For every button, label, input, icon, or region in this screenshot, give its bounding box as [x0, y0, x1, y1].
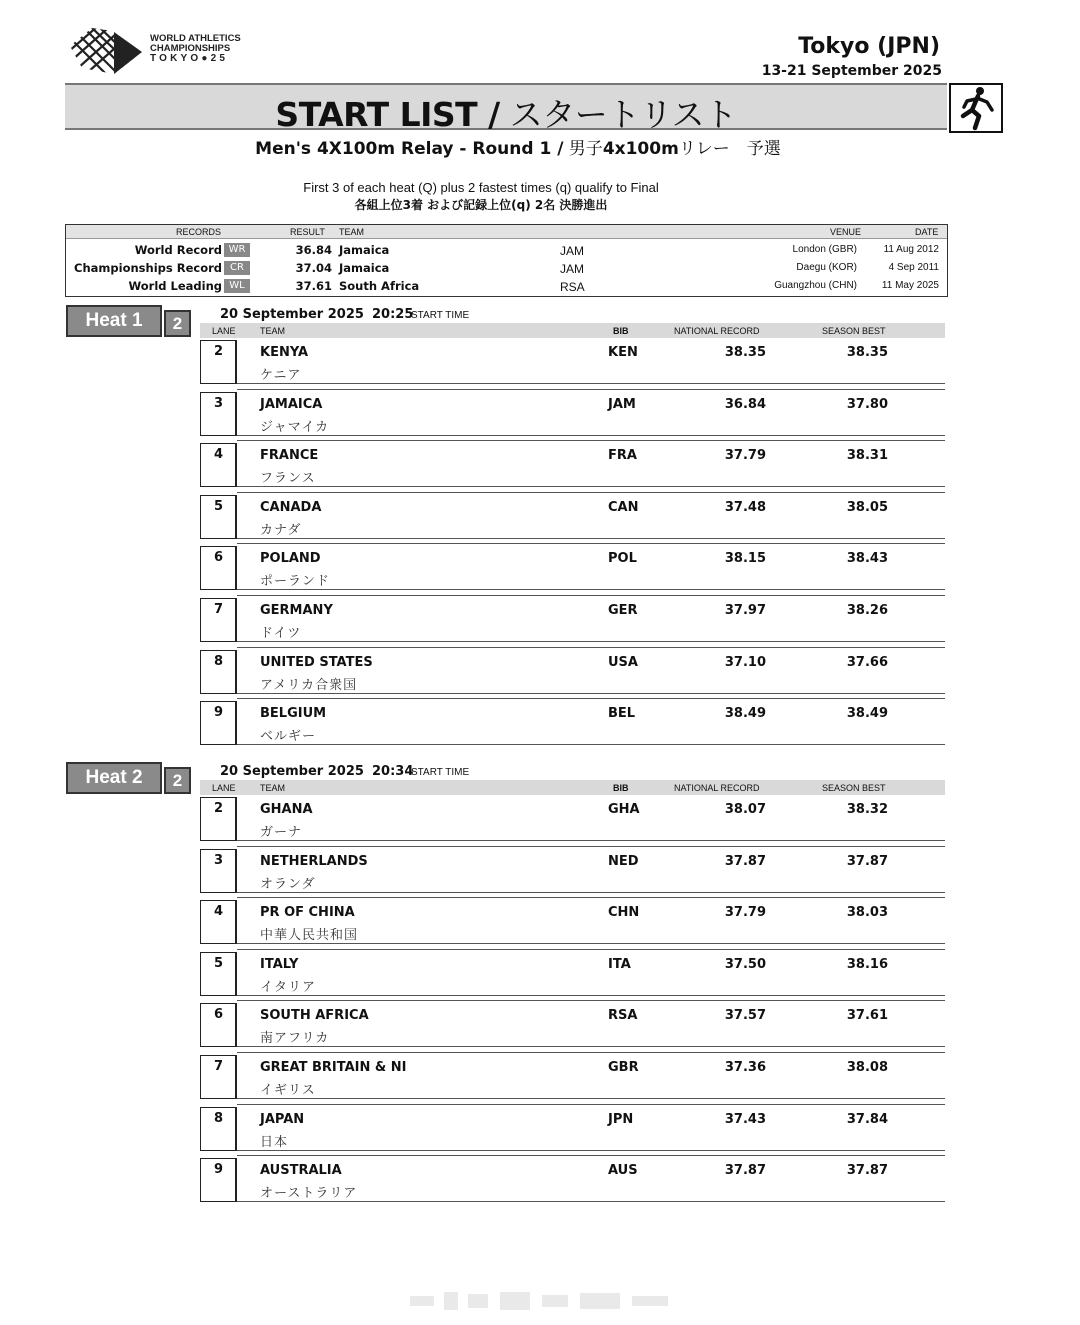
record-venue: Daegu (KOR) — [796, 262, 857, 273]
row-divider-bottom — [237, 995, 945, 996]
record-team-code: JAM — [560, 262, 584, 276]
record-team: South Africa — [339, 279, 420, 293]
event-name-jp-b: 4x100m — [602, 139, 679, 159]
team-bib: ITA — [608, 956, 631, 972]
event-name-en: Men's 4X100m Relay - Round 1 / — [255, 139, 564, 159]
table-row — [200, 598, 945, 642]
title-en: START LIST / — [275, 95, 500, 134]
row-divider-bottom — [237, 744, 945, 745]
lane-number: 8 — [213, 1110, 224, 1126]
title-jp: スタートリスト — [499, 95, 737, 134]
row-divider-bottom — [237, 538, 945, 539]
national-record: 37.97 — [724, 603, 766, 618]
row-divider-top — [237, 897, 945, 898]
season-best: 37.84 — [846, 1111, 888, 1127]
row-divider-bottom — [237, 840, 945, 841]
row-divider-top — [237, 949, 945, 950]
lane-number: 8 — [213, 653, 224, 669]
title-band — [65, 83, 947, 134]
national-record: 37.79 — [724, 448, 766, 464]
lane-number: 3 — [213, 395, 224, 411]
record-venue: Guangzhou (CHN) — [774, 280, 857, 291]
heat-date: 20 September 2025 — [220, 307, 364, 322]
row-divider-bottom — [237, 1201, 945, 1202]
record-row — [66, 259, 947, 277]
championships-logo — [68, 26, 268, 76]
row-divider-top — [237, 389, 945, 390]
row-divider-bottom — [237, 1046, 945, 1047]
event-name — [0, 134, 1036, 159]
team-bib: POL — [608, 551, 637, 567]
runner-figure-icon — [951, 85, 1001, 131]
logo-text — [150, 34, 241, 64]
team-name: JAPAN — [260, 1111, 305, 1127]
lane-number: 5 — [213, 498, 224, 514]
page-title — [65, 89, 947, 136]
table-row — [200, 546, 945, 590]
records-col-team: TEAM — [339, 227, 365, 237]
table-row — [200, 650, 945, 694]
heat-label: Heat 1 — [66, 305, 162, 337]
heat-date: 20 September 2025 — [220, 764, 364, 779]
national-record: 37.87 — [724, 1163, 766, 1179]
row-divider-bottom — [237, 589, 945, 590]
team-bib: GER — [608, 603, 638, 618]
record-badge: WR — [224, 243, 250, 257]
logo-line-2: CHAMPIONSHIPS — [150, 43, 231, 54]
heat-section — [0, 305, 1080, 765]
row-divider-bottom — [237, 943, 945, 944]
record-result: 37.61 — [295, 279, 332, 293]
national-record: 37.50 — [724, 956, 766, 972]
season-best: 38.05 — [846, 499, 888, 515]
team-bib: AUS — [608, 1163, 638, 1179]
watermark-icon — [410, 1290, 670, 1312]
table-row — [200, 495, 945, 539]
col-national-record: NATIONAL RECORD — [674, 326, 760, 336]
lane-number: 2 — [213, 801, 224, 816]
record-row — [66, 277, 947, 295]
table-row — [200, 392, 945, 436]
team-name-jp: ベルギー — [260, 729, 317, 745]
lane-number: 3 — [213, 852, 224, 868]
record-date: 11 Aug 2012 — [883, 244, 939, 255]
record-venue: London (GBR) — [792, 244, 857, 255]
team-name-jp: イギリス — [260, 1083, 316, 1098]
heat-qualifier-count: 2 — [164, 767, 191, 794]
heat-start-time-label: START TIME — [411, 310, 470, 321]
team-name: KENYA — [260, 345, 309, 360]
team-name: NETHERLANDS — [260, 853, 368, 869]
team-name: PR OF CHINA — [260, 905, 355, 921]
team-bib: BEL — [608, 706, 636, 722]
team-bib: CHN — [608, 905, 640, 921]
season-best: 37.66 — [846, 654, 888, 670]
team-name-jp: ドイツ — [260, 626, 302, 641]
col-team: TEAM — [260, 326, 286, 336]
records-col-result: RESULT — [290, 227, 325, 237]
national-record: 37.10 — [724, 654, 766, 670]
national-record: 36.84 — [724, 396, 766, 412]
team-name: POLAND — [260, 551, 321, 567]
record-team-code: JAM — [560, 244, 584, 258]
team-name: BELGIUM — [260, 706, 327, 722]
national-record: 38.49 — [724, 706, 766, 722]
heat-label: Heat 2 — [66, 762, 162, 794]
event-name-jp-a: 男子 — [563, 139, 603, 159]
table-row — [200, 797, 945, 841]
team-name: GHANA — [260, 802, 313, 817]
table-row — [200, 340, 945, 384]
team-name: GERMANY — [260, 603, 333, 618]
team-name: GREAT BRITAIN & NI — [260, 1060, 407, 1075]
qualification-rule-en: First 3 of each heat (Q) plus 2 fastest times (q) qualify to Final — [303, 180, 659, 195]
record-row — [66, 241, 947, 259]
record-team: Jamaica — [339, 243, 390, 257]
team-name-jp: ケニア — [260, 368, 302, 383]
team-bib: USA — [608, 654, 638, 670]
national-record: 37.43 — [724, 1111, 766, 1127]
team-bib: GBR — [608, 1060, 639, 1075]
row-divider-bottom — [237, 1098, 945, 1099]
col-bib: BIB — [613, 783, 629, 793]
record-name: World Record — [134, 243, 222, 257]
row-divider-bottom — [237, 486, 945, 487]
team-name-jp: カナダ — [260, 522, 302, 538]
row-divider-bottom — [237, 693, 945, 694]
table-row — [200, 1003, 945, 1047]
city-title: Tokyo (JPN) — [798, 34, 940, 59]
col-bib: BIB — [613, 326, 629, 336]
team-name-jp: アメリカ合衆国 — [260, 677, 358, 693]
season-best: 38.03 — [846, 905, 888, 921]
team-name-jp: ジャマイカ — [260, 419, 330, 435]
table-row — [200, 900, 945, 944]
heat-start-time: 20:25 — [372, 307, 414, 322]
lane-number: 9 — [213, 1162, 224, 1178]
heat-section — [0, 762, 1080, 1222]
row-divider-top — [237, 846, 945, 847]
row-divider-top — [237, 1104, 945, 1105]
row-divider-bottom — [237, 435, 945, 436]
team-name-jp: イタリア — [260, 979, 317, 995]
team-bib: RSA — [608, 1008, 638, 1024]
table-row — [200, 1055, 945, 1099]
row-divider-top — [237, 1155, 945, 1156]
season-best: 38.43 — [846, 551, 888, 567]
season-best: 38.16 — [846, 956, 888, 972]
records-col-date: DATE — [915, 227, 939, 237]
team-name: UNITED STATES — [260, 654, 373, 670]
team-name-jp: 日本 — [260, 1134, 289, 1150]
lane-number: 7 — [213, 602, 224, 617]
record-name: World Leading — [128, 279, 222, 293]
team-name: FRANCE — [260, 448, 319, 464]
team-name: ITALY — [260, 956, 299, 972]
national-record: 38.35 — [724, 345, 766, 360]
row-divider-top — [237, 1052, 945, 1053]
table-row — [200, 849, 945, 893]
row-divider-bottom — [237, 383, 945, 384]
national-record: 38.07 — [724, 802, 766, 817]
team-bib: NED — [608, 853, 639, 869]
row-divider-bottom — [237, 641, 945, 642]
row-divider-bottom — [237, 1150, 945, 1151]
column-header — [200, 780, 945, 795]
season-best: 38.26 — [846, 603, 888, 618]
lane-number: 4 — [213, 904, 224, 920]
table-row — [200, 701, 945, 745]
record-date: 11 May 2025 — [881, 280, 939, 291]
records-col-venue: VENUE — [830, 227, 862, 237]
logo-line-3: TOKYO●25 — [150, 53, 229, 64]
team-bib: KEN — [608, 345, 638, 360]
national-record: 37.36 — [724, 1060, 766, 1075]
col-season-best: SEASON BEST — [822, 783, 886, 793]
season-best: 38.08 — [846, 1060, 888, 1075]
row-divider-top — [237, 1000, 945, 1001]
heat-start-time: 20:34 — [372, 764, 414, 779]
lane-number: 4 — [213, 447, 224, 463]
table-row — [200, 952, 945, 996]
season-best: 37.87 — [846, 853, 888, 869]
record-team-code: RSA — [560, 280, 585, 294]
team-bib: JAM — [608, 396, 636, 412]
heat-start-time-label: START TIME — [411, 767, 470, 778]
city-dates: 13-21 September 2025 — [761, 63, 942, 79]
record-team: Jamaica — [339, 261, 390, 275]
season-best: 38.31 — [846, 448, 888, 464]
row-divider-top — [237, 698, 945, 699]
team-name-jp: ポーランド — [260, 574, 331, 590]
records-table — [65, 224, 948, 297]
national-record: 38.15 — [724, 551, 766, 567]
team-name-jp: 南アフリカ — [260, 1031, 330, 1047]
season-best: 37.87 — [846, 1163, 888, 1179]
lane-number: 5 — [213, 955, 224, 971]
team-name-jp: 中華人民共和国 — [260, 928, 359, 944]
team-bib: GHA — [608, 802, 640, 817]
event-name-jp-c: リレー 予選 — [678, 139, 781, 159]
records-col-records: RECORDS — [176, 227, 222, 237]
col-lane: LANE — [212, 783, 236, 793]
team-name: AUSTRALIA — [260, 1163, 342, 1179]
lane-number: 2 — [213, 344, 224, 359]
row-divider-top — [237, 440, 945, 441]
column-header — [200, 323, 945, 338]
row-divider-bottom — [237, 892, 945, 893]
national-record: 37.57 — [724, 1008, 766, 1024]
logo-line-1: WORLD ATHLETICS — [150, 33, 241, 44]
season-best: 38.32 — [846, 802, 888, 817]
lane-number: 6 — [213, 550, 224, 566]
record-badge: WL — [224, 279, 250, 293]
logo-emblem-icon — [68, 26, 144, 76]
runner-icon — [949, 83, 1003, 133]
team-name: SOUTH AFRICA — [260, 1008, 369, 1024]
team-name-jp: ガーナ — [260, 825, 303, 840]
records-header — [66, 225, 947, 239]
season-best: 37.61 — [846, 1008, 888, 1024]
team-name-jp: オーストラリア — [260, 1186, 358, 1202]
heat-qualifier-count: 2 — [164, 310, 191, 337]
qualification-rule-jp: 各組上位3着 および記録上位(q) 2名 決勝進出 — [354, 198, 608, 212]
col-lane: LANE — [212, 326, 236, 336]
row-divider-top — [237, 647, 945, 648]
table-row — [200, 443, 945, 487]
record-result: 36.84 — [295, 243, 332, 257]
season-best: 37.80 — [846, 396, 888, 412]
team-name-jp: オランダ — [260, 876, 316, 892]
lane-number: 6 — [213, 1007, 224, 1023]
record-date: 4 Sep 2011 — [888, 262, 939, 273]
season-best: 38.35 — [846, 345, 888, 360]
row-divider-top — [237, 543, 945, 544]
season-best: 38.49 — [846, 706, 888, 722]
table-row — [200, 1158, 945, 1202]
col-national-record: NATIONAL RECORD — [674, 783, 760, 793]
team-name: JAMAICA — [260, 396, 323, 412]
record-name: Championships Record — [74, 261, 222, 275]
team-name: CANADA — [260, 499, 322, 515]
row-divider-top — [237, 595, 945, 596]
national-record: 37.87 — [724, 853, 766, 869]
lane-number: 7 — [213, 1059, 224, 1074]
row-divider-top — [237, 492, 945, 493]
team-name-jp: フランス — [260, 471, 316, 487]
team-bib: JPN — [608, 1111, 634, 1127]
team-bib: CAN — [608, 499, 639, 515]
record-badge: CR — [224, 261, 250, 275]
col-team: TEAM — [260, 783, 286, 793]
record-result: 37.04 — [295, 261, 332, 275]
team-bib: FRA — [608, 448, 637, 464]
lane-number: 9 — [213, 705, 224, 721]
national-record: 37.48 — [724, 499, 766, 515]
col-season-best: SEASON BEST — [822, 326, 886, 336]
national-record: 37.79 — [724, 905, 766, 921]
table-row — [200, 1107, 945, 1151]
